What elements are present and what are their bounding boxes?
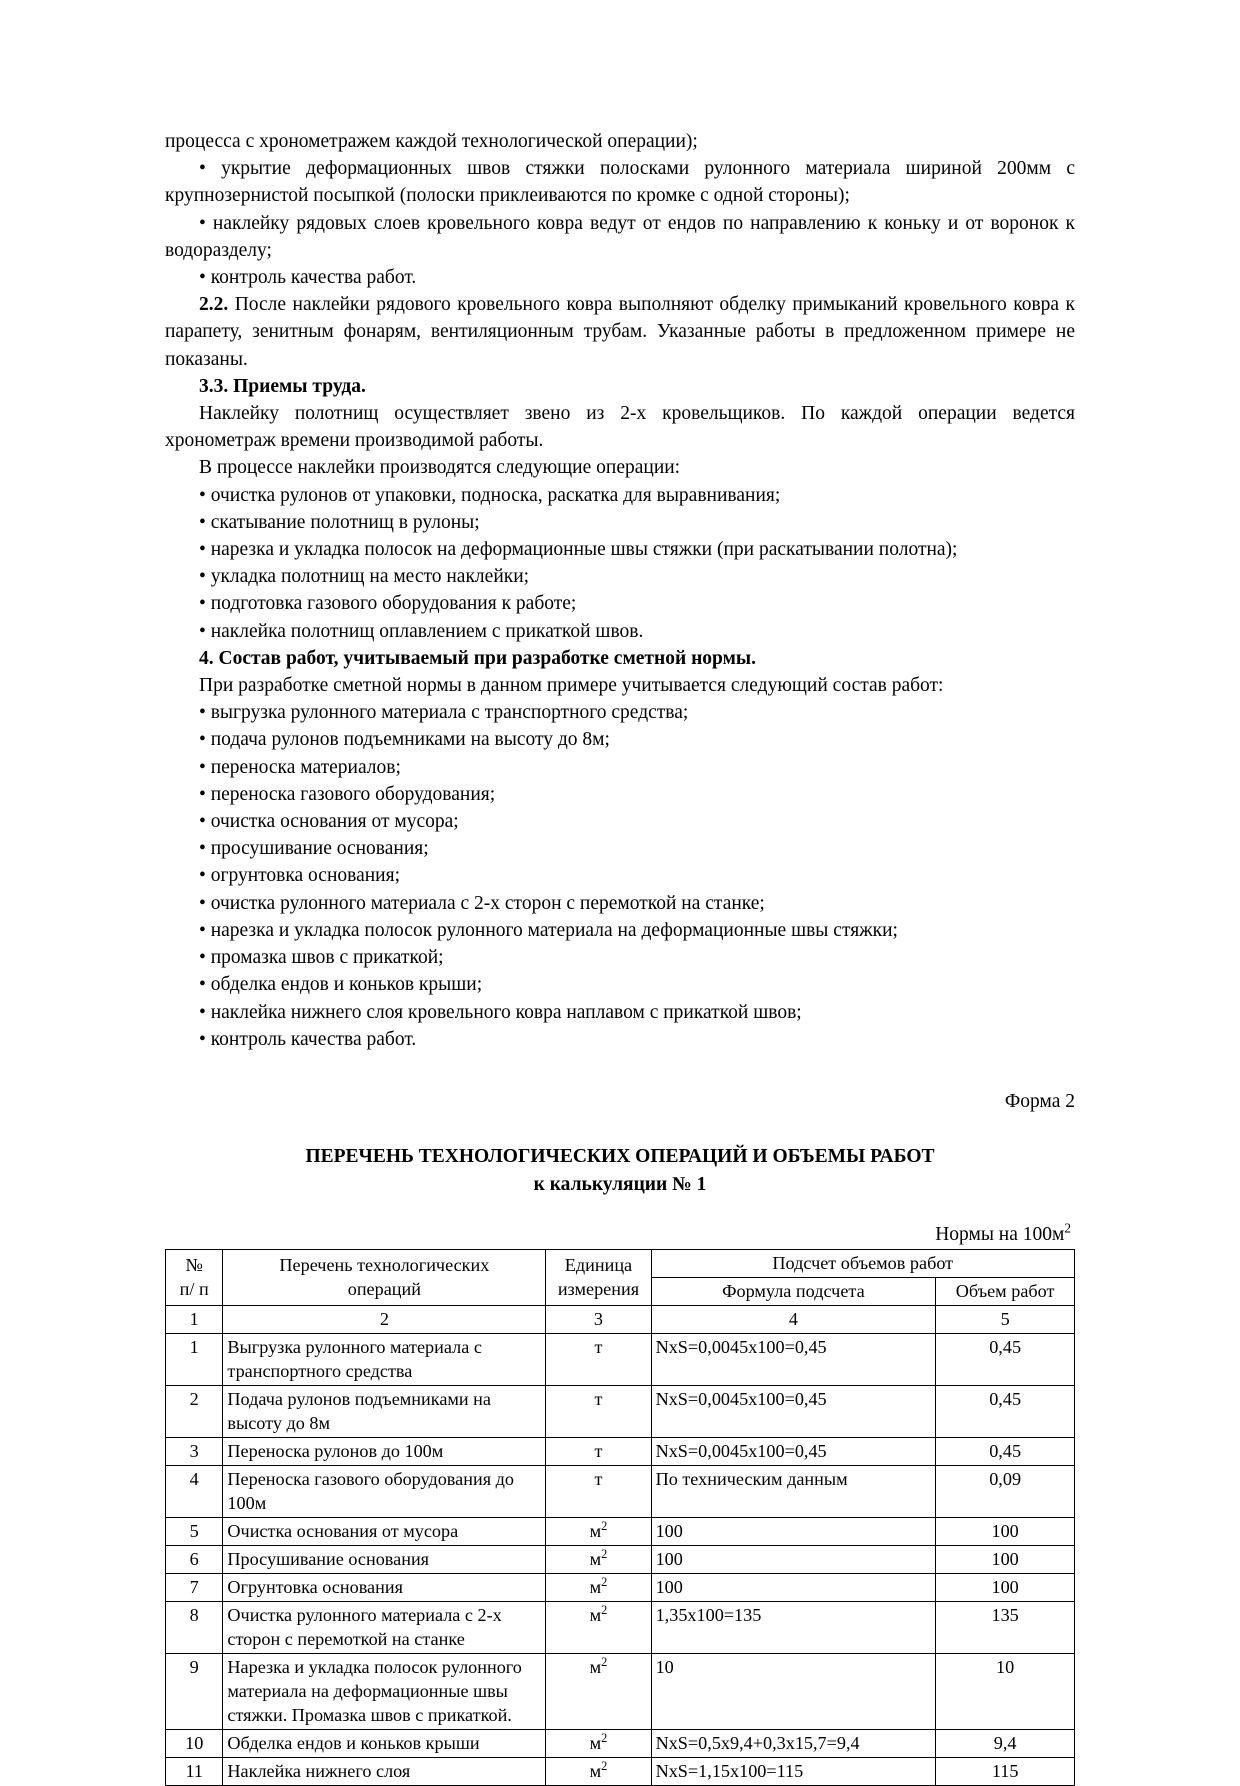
heading-3-3-label: 3.3. Приемы труда. bbox=[199, 375, 366, 397]
table-body bbox=[166, 1334, 1075, 1786]
cell-row-number: 11 bbox=[166, 1758, 223, 1786]
column-index-5: 5 bbox=[936, 1306, 1075, 1334]
cell-formula: 100 bbox=[651, 1574, 936, 1602]
form-label: Форма 2 bbox=[1004, 1090, 1075, 1112]
cell-unit-superscript: 2 bbox=[601, 1575, 608, 1590]
cell-volume: 0,45 bbox=[936, 1438, 1075, 1466]
list-item: • нарезка и укладка полосок на деформационные швы стяжки (при раскатывании полотна); bbox=[199, 539, 958, 561]
list-item: • переноска материалов; bbox=[199, 756, 401, 778]
table-row bbox=[166, 1758, 1075, 1786]
cell-operation-name: Очистка рулонного материала с 2-х сторон с перемоткой на станке bbox=[223, 1602, 546, 1654]
header-operations-line1: Перечень технологических bbox=[279, 1255, 490, 1276]
cell-unit bbox=[546, 1758, 651, 1786]
table-row bbox=[166, 1438, 1075, 1466]
table-row bbox=[166, 1334, 1075, 1386]
cell-row-number: 6 bbox=[166, 1546, 223, 1574]
cell-formula: NxS=0,0045x100=0,45 bbox=[651, 1386, 936, 1438]
cell-formula: NxS=1,15x100=115 bbox=[651, 1758, 936, 1786]
cell-volume: 115 bbox=[936, 1758, 1075, 1786]
cell-unit-text: м bbox=[589, 1657, 602, 1678]
paragraph-after-4: При разработке сметной нормы в данном примере учитывается следующий состав работ: bbox=[199, 675, 944, 697]
cell-unit-text: т bbox=[594, 1469, 603, 1490]
table-row bbox=[166, 1574, 1075, 1602]
table-head bbox=[166, 1250, 1075, 1334]
document-body bbox=[165, 128, 1075, 1053]
table-row bbox=[166, 1466, 1075, 1518]
cell-row-number: 4 bbox=[166, 1466, 223, 1518]
cell-volume: 100 bbox=[936, 1546, 1075, 1574]
cell-unit-superscript: 2 bbox=[601, 1603, 608, 1618]
bullet-gluing-layers-direction: • наклейку рядовых слоев кровельного ковра ведут от ендов по направлению к коньку и от воронок к водоразделу; bbox=[165, 212, 1075, 261]
cell-formula: 1,35x100=135 bbox=[651, 1602, 936, 1654]
operations-table bbox=[165, 1249, 1075, 1786]
cell-operation-name: Выгрузка рулонного материала с транспортного средства bbox=[223, 1334, 546, 1386]
cell-volume: 100 bbox=[936, 1574, 1075, 1602]
list-item: • переноска газового оборудования; bbox=[199, 783, 496, 805]
cell-unit bbox=[546, 1518, 651, 1546]
cell-unit-superscript: 2 bbox=[601, 1759, 608, 1774]
cell-row-number: 2 bbox=[166, 1386, 223, 1438]
table-row bbox=[166, 1386, 1075, 1438]
list-item: • наклейка нижнего слоя кровельного ковра наплавом с прикаткой швов; bbox=[199, 1001, 802, 1023]
cell-unit-text: м bbox=[589, 1549, 602, 1570]
cell-unit bbox=[546, 1438, 651, 1466]
header-number-line1: № bbox=[185, 1255, 203, 1276]
cell-unit bbox=[546, 1466, 651, 1518]
cell-operation-name: Нарезка и укладка полосок рулонного материала на деформационные швы стяжки. Промазка швов с прикаткой. bbox=[223, 1654, 546, 1730]
list-item: • обделка ендов и коньков крыши; bbox=[199, 974, 483, 996]
page-title: ПЕРЕЧЕНЬ ТЕХНОЛОГИЧЕСКИХ ОПЕРАЦИЙ И ОБЪЕМЫ РАБОТ bbox=[305, 1146, 935, 1168]
cell-row-number: 8 bbox=[166, 1602, 223, 1654]
heading-4-label: 4. Состав работ, учитываемый при разработке сметной нормы. bbox=[199, 647, 756, 669]
header-cell-operations bbox=[223, 1250, 546, 1306]
cell-volume: 0,09 bbox=[936, 1466, 1075, 1518]
cell-unit bbox=[546, 1574, 651, 1602]
header-cell-volume-group: Подсчет объемов работ bbox=[651, 1250, 1074, 1278]
header-operations-line2: операций bbox=[347, 1279, 421, 1300]
cell-formula: NxS=0,0045x100=0,45 bbox=[651, 1334, 936, 1386]
list-item: • промазка швов с прикаткой; bbox=[199, 947, 444, 969]
cell-unit-superscript: 2 bbox=[601, 1655, 608, 1670]
cell-volume: 9,4 bbox=[936, 1730, 1075, 1758]
paragraph-2-2-text: После наклейки рядового кровельного ковра выполняют обделку примыканий кровельного ковра к парапету, зенитным фонарям, вентиляционным трубам. Указанные работы в предложенном примере не показаны. bbox=[165, 294, 1075, 370]
paragraph-2-2 bbox=[165, 291, 1075, 373]
column-index-3: 3 bbox=[546, 1306, 651, 1334]
cell-unit-text: м bbox=[589, 1761, 602, 1782]
cell-operation-name: Переноска рулонов до 100м bbox=[223, 1438, 546, 1466]
cell-row-number: 7 bbox=[166, 1574, 223, 1602]
paragraph-2-2-number: 2.2. bbox=[199, 294, 229, 316]
cell-volume: 10 bbox=[936, 1654, 1075, 1730]
norms-label-superscript: 2 bbox=[1064, 1220, 1071, 1236]
table-row bbox=[166, 1546, 1075, 1574]
list-item: • очистка рулонного материала с 2-х сторон с перемоткой на станке; bbox=[199, 892, 765, 914]
paragraph-process-intro: В процессе наклейки производятся следующие операции: bbox=[199, 457, 681, 479]
list-item: • нарезка и укладка полосок рулонного материала на деформационные швы стяжки; bbox=[199, 919, 898, 941]
cell-volume: 0,45 bbox=[936, 1386, 1075, 1438]
cell-operation-name: Обделка ендов и коньков крыши bbox=[223, 1730, 546, 1758]
list-item: • очистка основания от мусора; bbox=[199, 811, 459, 833]
table-row bbox=[166, 1518, 1075, 1546]
cell-unit bbox=[546, 1386, 651, 1438]
cell-operation-name: Огрунтовка основания bbox=[223, 1574, 546, 1602]
cell-unit-text: т bbox=[594, 1441, 603, 1462]
cell-volume: 100 bbox=[936, 1518, 1075, 1546]
list-item: • просушивание основания; bbox=[199, 838, 429, 860]
list-item: • контроль качества работ. bbox=[199, 1028, 417, 1050]
header-cell-volume: Объем работ bbox=[936, 1278, 1075, 1306]
header-number-line2: п/ п bbox=[179, 1279, 209, 1300]
list-item: • подача рулонов подъемниками на высоту до 8м; bbox=[199, 729, 610, 751]
cell-formula: 100 bbox=[651, 1546, 936, 1574]
bullet-covering-expansion-joints: • укрытие деформационных швов стяжки полосками рулонного материала шириной 200мм с крупнозернистой посыпкой (полоски приклеиваются по кромке с одной стороны); bbox=[165, 158, 1075, 207]
list-item: • очистка рулонов от упаковки, подноска, раскатка для выравнивания; bbox=[199, 484, 781, 506]
cell-unit-text: т bbox=[594, 1337, 603, 1358]
cell-row-number: 5 bbox=[166, 1518, 223, 1546]
cell-unit-text: м bbox=[589, 1605, 602, 1626]
list-item: • наклейка полотнищ оплавлением с прикаткой швов. bbox=[199, 620, 644, 642]
cell-unit-text: м bbox=[589, 1733, 602, 1754]
cell-unit-text: м bbox=[589, 1521, 602, 1542]
cell-operation-name: Подача рулонов подъемниками на высоту до 8м bbox=[223, 1386, 546, 1438]
table-header-row-1 bbox=[166, 1250, 1075, 1278]
cell-unit-superscript: 2 bbox=[601, 1731, 608, 1746]
column-index-4: 4 bbox=[651, 1306, 936, 1334]
cell-unit bbox=[546, 1546, 651, 1574]
list-item: • выгрузка рулонного материала с транспортного средства; bbox=[199, 702, 689, 724]
table-row bbox=[166, 1730, 1075, 1758]
header-cell-formula: Формула подсчета bbox=[651, 1278, 936, 1306]
cell-row-number: 10 bbox=[166, 1730, 223, 1758]
cell-unit-superscript: 2 bbox=[601, 1547, 608, 1562]
cell-formula: NxS=0,5x9,4+0,3x15,7=9,4 bbox=[651, 1730, 936, 1758]
cell-volume: 0,45 bbox=[936, 1334, 1075, 1386]
cell-operation-name: Очистка основания от мусора bbox=[223, 1518, 546, 1546]
column-index-1: 1 bbox=[166, 1306, 223, 1334]
cell-formula: По техническим данным bbox=[651, 1466, 936, 1518]
cell-formula: 100 bbox=[651, 1518, 936, 1546]
header-cell-number bbox=[166, 1250, 223, 1306]
table-row bbox=[166, 1654, 1075, 1730]
header-unit-line2: измерения bbox=[557, 1279, 640, 1300]
header-cell-unit bbox=[546, 1250, 651, 1306]
column-index-2: 2 bbox=[223, 1306, 546, 1334]
norms-label bbox=[165, 1220, 1075, 1247]
cell-row-number: 3 bbox=[166, 1438, 223, 1466]
cell-unit-text: м bbox=[589, 1577, 602, 1598]
cell-unit bbox=[546, 1730, 651, 1758]
cell-formula: NxS=0,0045x100=0,45 bbox=[651, 1438, 936, 1466]
cell-operation-name: Переноска газового оборудования до 100м bbox=[223, 1466, 546, 1518]
paragraph-process-continuation: процесса с хронометражем каждой технологической операции); bbox=[165, 131, 698, 152]
cell-unit bbox=[546, 1602, 651, 1654]
header-unit-line1: Единица bbox=[564, 1255, 633, 1276]
cell-unit bbox=[546, 1654, 651, 1730]
heading-4 bbox=[165, 645, 1075, 672]
cell-row-number: 1 bbox=[166, 1334, 223, 1386]
table-row bbox=[166, 1602, 1075, 1654]
norms-label-text: Нормы на 100м bbox=[935, 1224, 1065, 1246]
cell-operation-name: Просушивание основания bbox=[223, 1546, 546, 1574]
list-item: • огрунтовка основания; bbox=[199, 865, 400, 887]
list-item: • укладка полотнищ на место наклейки; bbox=[199, 566, 530, 588]
table-column-number-row bbox=[166, 1306, 1075, 1334]
bullet-quality-control-1: • контроль качества работ. bbox=[199, 267, 417, 289]
cell-unit-superscript: 2 bbox=[601, 1519, 608, 1534]
cell-unit bbox=[546, 1334, 651, 1386]
cell-unit-text: т bbox=[594, 1389, 603, 1410]
list-item: • подготовка газового оборудования к работе; bbox=[199, 593, 577, 615]
paragraph-after-3-3: Наклейку полотнищ осуществляет звено из 2-х кровельщиков. По каждой операции ведется хронометраж времени производимой работы. bbox=[165, 403, 1075, 452]
cell-row-number: 9 bbox=[166, 1654, 223, 1730]
list-item: • скатывание полотнищ в рулоны; bbox=[199, 511, 480, 533]
cell-operation-name: Наклейка нижнего слоя bbox=[223, 1758, 546, 1786]
cell-formula: 10 bbox=[651, 1654, 936, 1730]
page-subtitle: к калькуляции № 1 bbox=[533, 1174, 707, 1196]
heading-3-3 bbox=[165, 373, 1075, 400]
cell-volume: 135 bbox=[936, 1602, 1075, 1654]
